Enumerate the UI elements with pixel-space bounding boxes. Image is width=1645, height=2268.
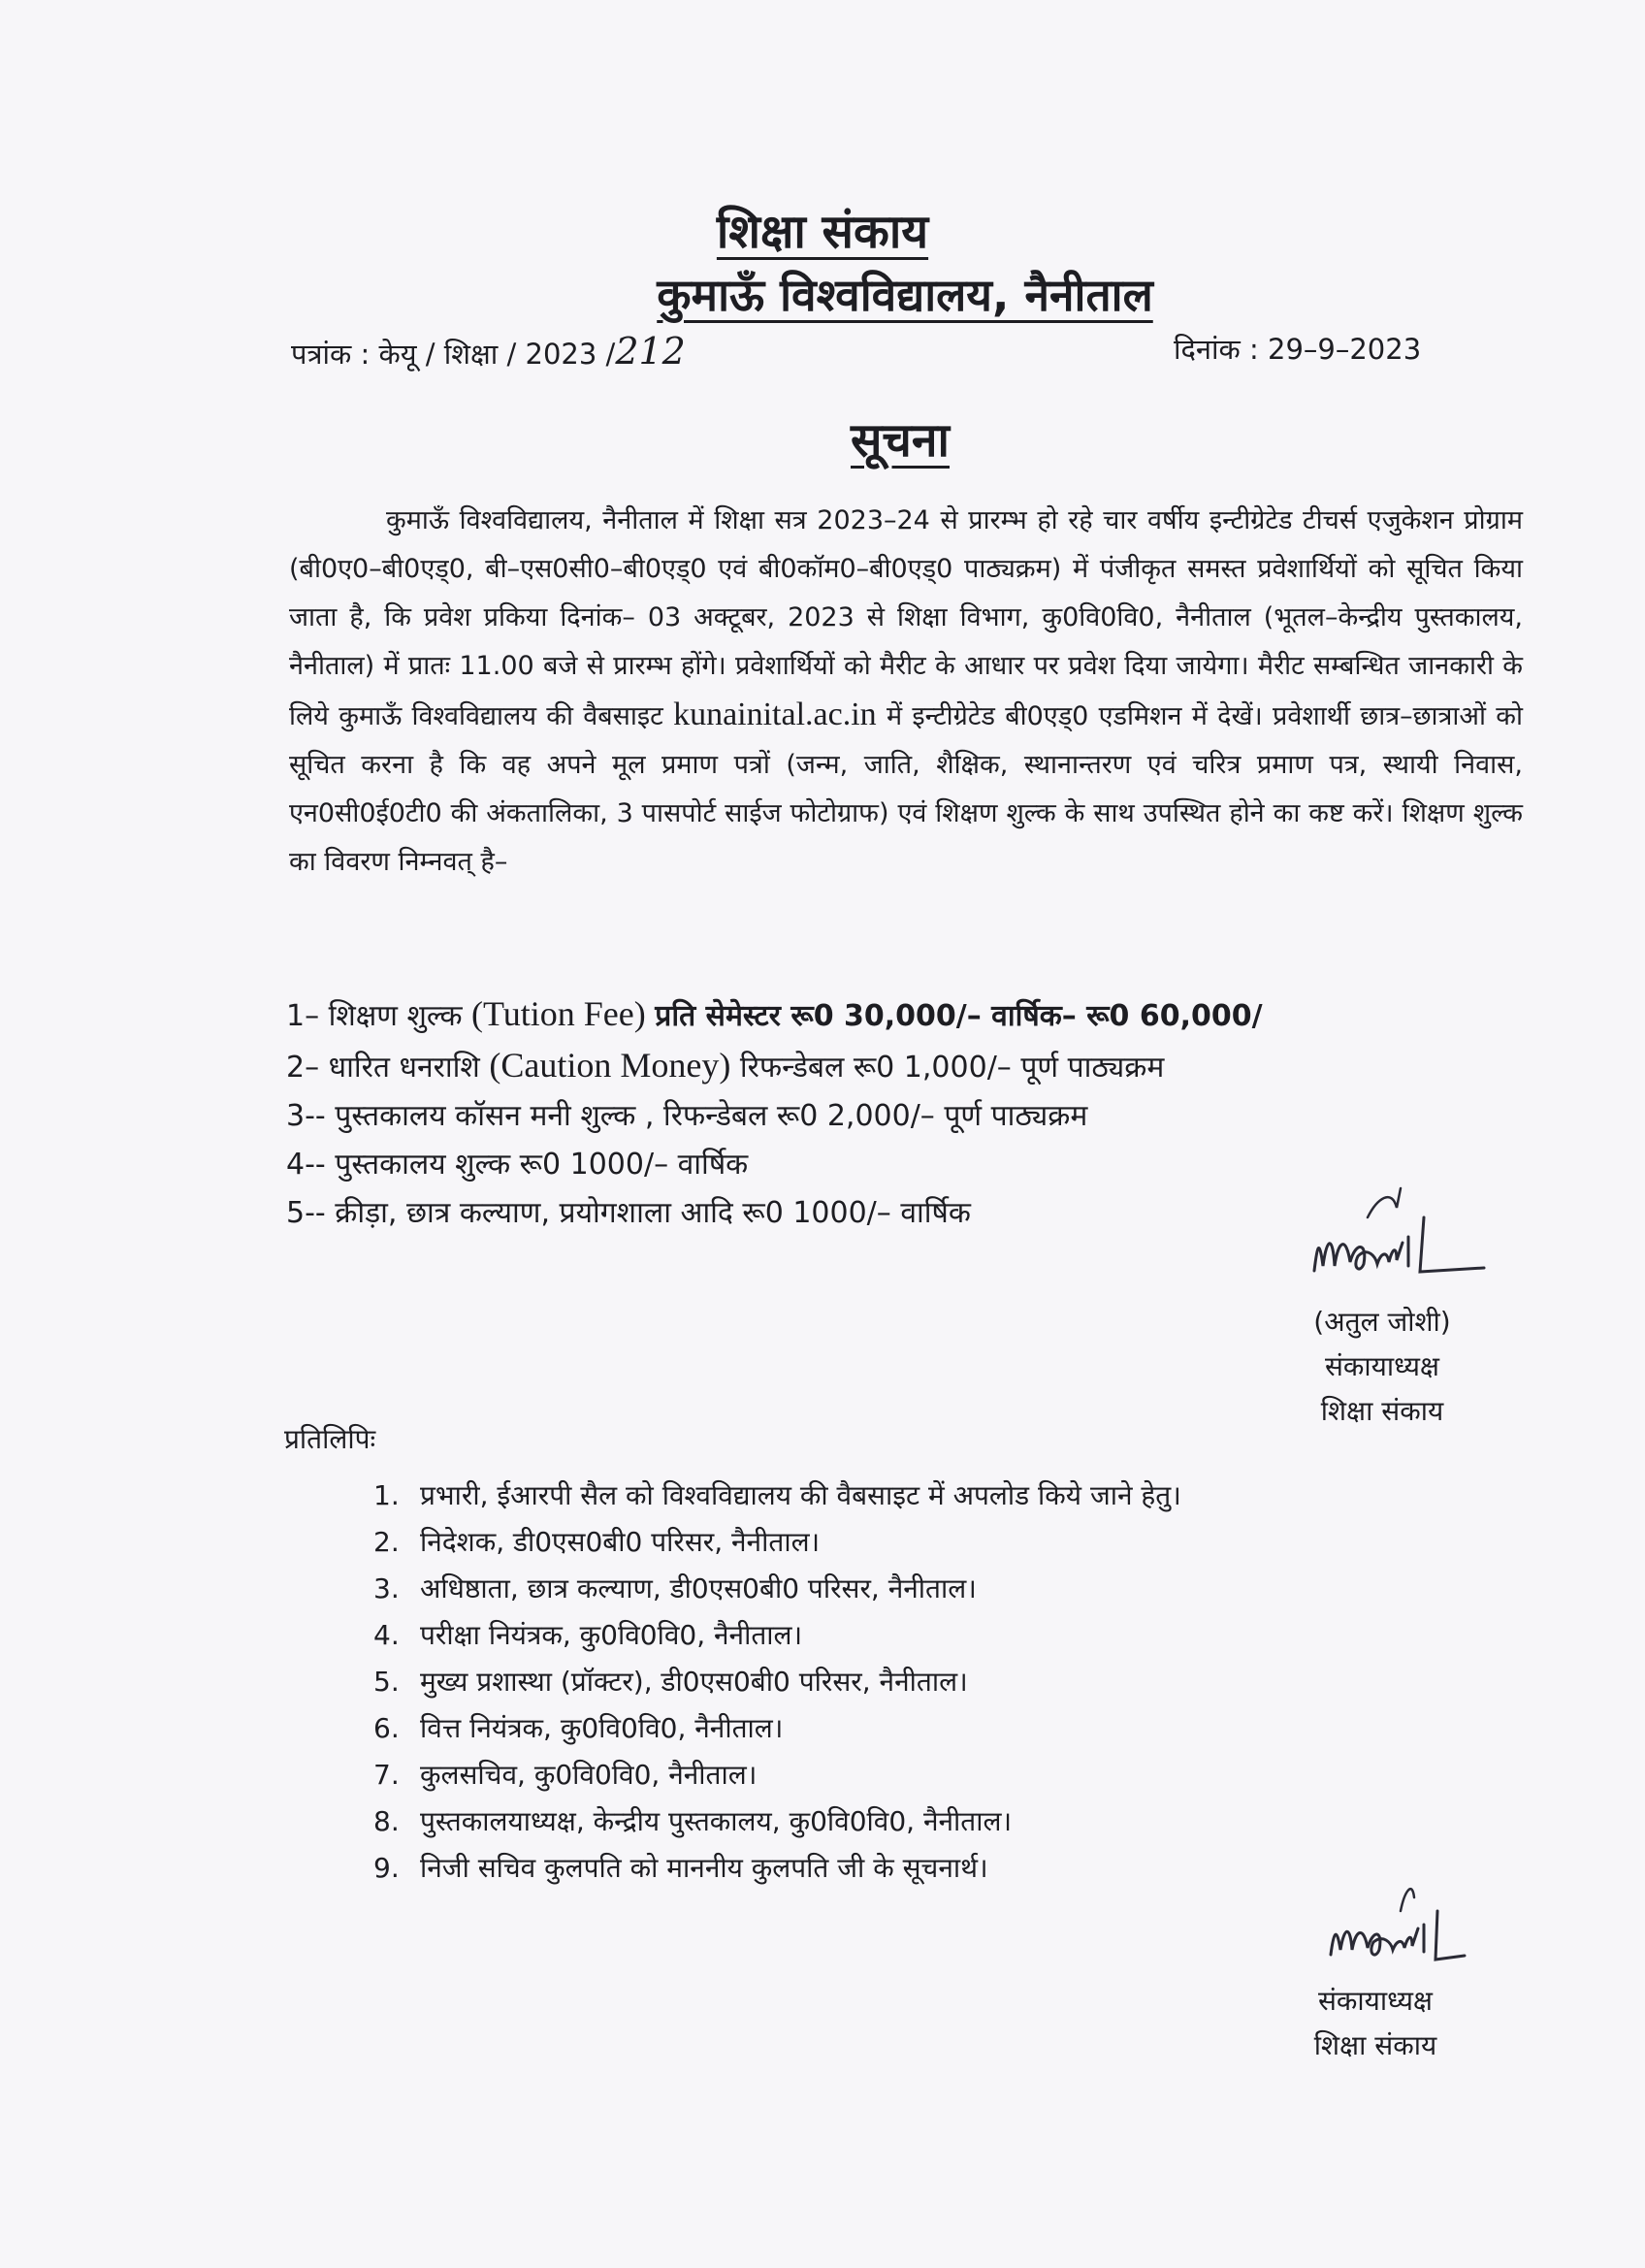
list-item: 3. अधिष्ठाता, छात्र कल्याण, डी0एस0बी0 परिसर, नैनीताल। bbox=[373, 1572, 977, 1604]
faculty-title: शिक्षा संकाय bbox=[716, 205, 929, 259]
website-link: kunainital.ac.in bbox=[673, 697, 877, 732]
copy-list bbox=[373, 1473, 1181, 1892]
list-item: 9. निजी सचिव कुलपति को माननीय कुलपति जी के सूचनार्थ। bbox=[373, 1852, 988, 1884]
footer-dept: शिक्षा संकाय bbox=[1313, 2029, 1437, 2061]
handwritten-ref-number: 212 bbox=[615, 330, 686, 373]
list-item: 4. परीक्षा नियंत्रक, कु0वि0वि0, नैनीताल। bbox=[373, 1619, 803, 1651]
signatory-name: (अतुल जोशी) bbox=[1313, 1306, 1451, 1338]
signatory-block bbox=[1280, 1300, 1484, 1434]
list-item: 1. प्रभारी, ईआरपी सैल को विश्वविद्यालय की वैबसाइट में अपलोड किये जाने हेतु। bbox=[373, 1479, 1181, 1511]
copy-heading: प्रतिलिपिः bbox=[284, 1423, 376, 1455]
fee-list bbox=[286, 989, 1263, 1238]
list-item: 8. पुस्तकालयाध्यक्ष, केन्द्रीय पुस्तकालय, कु0वि0वि0, नैनीताल। bbox=[373, 1805, 1013, 1837]
notice-date: दिनांक : 29–9–2023 bbox=[1174, 333, 1422, 366]
reference-number: पत्रांक : केयू / शिक्षा / 2023 /212 bbox=[291, 330, 686, 373]
signature-image-footer bbox=[1319, 1872, 1513, 1979]
university-title: कुमाऊँ विश्वविद्यालय, नैनीताल bbox=[657, 269, 1153, 321]
signatory-designation: संकायाध्यक्ष bbox=[1324, 1350, 1440, 1382]
notice-body: कुमाऊँ विश्वविद्यालय, नैनीताल में शिक्षा सत्र 2023–24 से प्रारम्भ हो रहे चार वर्षीय इन्टीग्रेटेड टीचर्स एजुकेशन प्रोग्राम (बी0ए0–बी0एड्0, बी–एस0सी0–बी0एड्0 एवं बी0कॉम0–बी0एड्0 पाठ्यक्रम) में पंजीकृत समस्त प्रवेशार्थियों को सूचित किया जाता है, कि प्रवेश प्रकिया दिनांक– 03 अक्टूबर, 2023 से शिक्षा विभाग, कु0वि0वि0, नैनीताल (भूतल–केन्द्रीय पुस्तकालय, नैनीताल) में प्रातः 11.00 बजे से प्रारम्भ होंगे। प्रवेशार्थियों को मैरीट के आधार पर प्रवेश दिया जायेगा। मैरीट सम्बन्धित जानकारी के लिये कुमाऊँ विश्वविद्यालय की वैबसाइट kunainital.ac.in में इन्टीग्रेटेड बी0एड्0 एडमिशन में देखें। प्रवेशार्थी छात्र–छात्राओं को सूचित करना है कि वह अपने मूल प्रमाण पत्रों (जन्म, जाति, शैक्षिक, स्थानान्तरण एवं चरित्र प्रमाण पत्र, स्थायी निवास, एन0सी0ई0टी0 की अंकतालिका, 3 पासपोर्ट साईज फोटोग्राफ) एवं शिक्षण शुल्क के साथ उपस्थित होने का कष्ट करें। शिक्षण शुल्क का विवरण निम्नवत् है– bbox=[289, 505, 1523, 877]
fee-item: 3-- पुस्तकालय कॉसन मनी शुल्क , रिफन्डेबल रू0 2,000/– पूर्ण पाठ्यक्रम bbox=[286, 1099, 1088, 1133]
footer-signatory-block bbox=[1278, 1979, 1472, 2068]
fee-item: 4-- पुस्तकालय शुल्क रू0 1000/– वार्षिक bbox=[286, 1148, 749, 1182]
signature-image bbox=[1300, 1179, 1532, 1295]
fee-item: 1– शिक्षण शुल्क (Tution Fee) प्रति सेमेस्टर रू0 30,000/– वार्षिक– रू0 60,000/ bbox=[286, 994, 1263, 1033]
fee-item: 2– धारित धनराशि (Caution Money) रिफन्डेबल रू0 1,000/– पूर्ण पाठ्यक्रम bbox=[286, 1046, 1165, 1085]
list-item: 7. कुलसचिव, कु0वि0वि0, नैनीताल। bbox=[373, 1759, 758, 1791]
notice-heading: सूचना bbox=[850, 413, 950, 468]
list-item: 6. वित्त नियंत्रक, कु0वि0वि0, नैनीताल। bbox=[373, 1712, 784, 1744]
signatory-dept: शिक्षा संकाय bbox=[1320, 1395, 1444, 1427]
fee-item: 5-- क्रीड़ा, छात्र कल्याण, प्रयोगशाला आदि रू0 1000/– वार्षिक bbox=[286, 1196, 971, 1230]
list-item: 2. निदेशक, डी0एस0बी0 परिसर, नैनीताल। bbox=[373, 1526, 821, 1558]
footer-designation: संकायाध्यक्ष bbox=[1317, 1985, 1434, 2017]
list-item: 5. मुख्य प्रशास्था (प्रॉक्टर), डी0एस0बी0 परिसर, नैनीताल। bbox=[373, 1666, 968, 1698]
